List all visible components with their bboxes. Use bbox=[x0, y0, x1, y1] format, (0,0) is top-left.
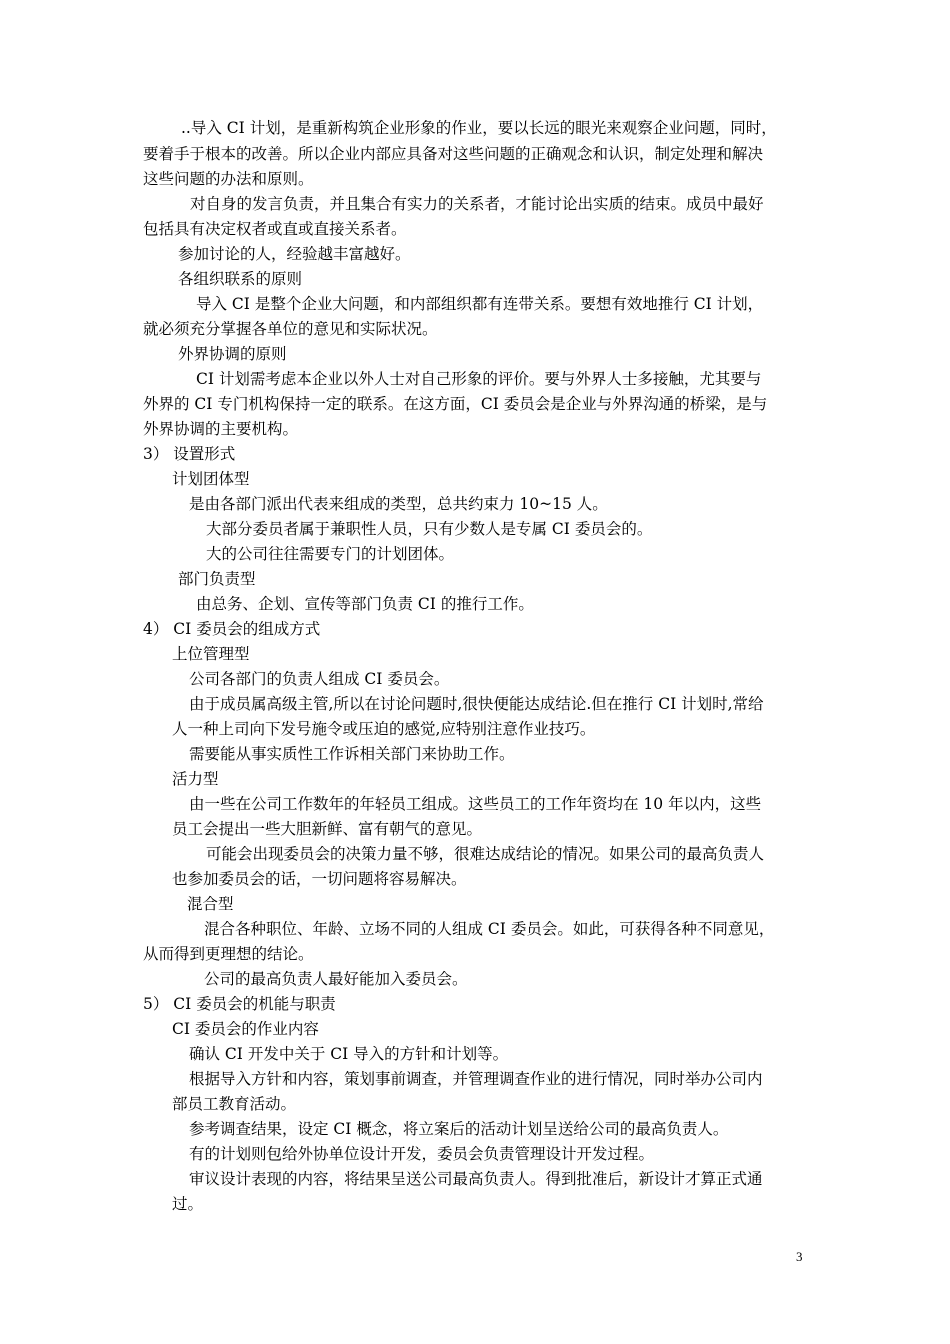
text-line: 从而得到更理想的结论。 bbox=[143, 945, 314, 963]
text-line: 审议设计表现的内容，将结果呈送公司最高负责人。得到批准后，新设计才算正式通 bbox=[189, 1170, 763, 1188]
text-line: 大部分委员者属于兼职性人员，只有少数人是专属 CI 委员会的。 bbox=[206, 520, 653, 538]
text-line: 有的计划则包给外协单位设计开发，委员会负责管理设计开发过程。 bbox=[189, 1145, 655, 1163]
text-line: 参加讨论的人，经验越丰富越好。 bbox=[178, 245, 411, 263]
text-line: 这些问题的办法和原则。 bbox=[143, 170, 314, 188]
page-number: 3 bbox=[796, 1249, 803, 1264]
text-line: 由于成员属高级主管,所以在讨论问题时,很快便能达成结论.但在推行 CI 计划时,常给 bbox=[189, 695, 764, 713]
subheading: 计划团体型 bbox=[172, 470, 250, 488]
subheading: 活力型 bbox=[172, 770, 219, 788]
text-line: 大的公司往往需要专门的计划团体。 bbox=[206, 545, 455, 563]
text-line: 过。 bbox=[172, 1195, 204, 1213]
text-line: 参考调查结果，设定 CI 概念，将立案后的活动计划呈送给公司的最高负责人。 bbox=[189, 1120, 729, 1138]
text-line: 各组织联系的原则 bbox=[178, 270, 303, 288]
subheading: CI 委员会的作业内容 bbox=[172, 1020, 319, 1038]
text-line: 人一种上司向下发号施令或压迫的感觉,应特别注意作业技巧。 bbox=[172, 720, 596, 738]
text-line: 根据导入方针和内容，策划事前调查，并管理调查作业的进行情况，同时举办公司内 bbox=[189, 1070, 763, 1088]
text-line: 确认 CI 开发中关于 CI 导入的方针和计划等。 bbox=[189, 1045, 509, 1063]
text-line: 由总务、企划、宣传等部门负责 CI 的推行工作。 bbox=[196, 595, 534, 613]
text-line: 是由各部门派出代表来组成的类型，总共约束力 10~15 人。 bbox=[189, 495, 608, 513]
text-line: 就必须充分掌握各单位的意见和实际状况。 bbox=[143, 320, 438, 338]
subheading: 混合型 bbox=[187, 895, 234, 913]
text-line: CI 计划需考虑本企业以外人士对自己形象的评价。要与外界人士多接触，尤其要与 bbox=[196, 370, 762, 388]
text-line: 由一些在公司工作数年的年轻员工组成。这些员工的工作年资均在 10 年以内，这些 bbox=[189, 795, 762, 813]
text-line: 公司的最高负责人最好能加入委员会。 bbox=[204, 970, 468, 988]
text-line: 员工会提出一些大胆新鲜、富有朝气的意见。 bbox=[172, 820, 483, 838]
text-line: 导入 CI 是整个企业大问题，和内部组织都有连带关系。要想有效地推行 CI 计划， bbox=[196, 295, 764, 313]
text-line: 包括具有决定权者或直或直接关系者。 bbox=[143, 220, 407, 238]
text-line: 部员工教育活动。 bbox=[172, 1095, 297, 1113]
text-line: 混合各种职位、年龄、立场不同的人组成 CI 委员会。如此，可获得各种不同意见， bbox=[204, 920, 775, 938]
text-line: 外界的 CI 专门机构保持一定的联系。在这方面，CI 委员会是企业与外界沟通的桥梁，是与 bbox=[143, 395, 768, 413]
text-line: 外界协调的原则 bbox=[178, 345, 287, 363]
section-heading: 4） CI 委员会的组成方式 bbox=[143, 620, 321, 638]
text-line: 对自身的发言负责，并且集合有实力的关系者，才能讨论出实质的结束。成员中最好 bbox=[190, 195, 764, 213]
text-line: 也参加委员会的话，一切问题将容易解决。 bbox=[172, 870, 467, 888]
section-heading: 3） 设置形式 bbox=[143, 445, 236, 463]
text-line: 需要能从事实质性工作诉相关部门来协助工作。 bbox=[189, 745, 515, 763]
text-line: 要着手于根本的改善。所以企业内部应具备对这些问题的正确观念和认识，制定处理和解决 bbox=[143, 145, 764, 163]
section-heading: 5） CI 委员会的机能与职责 bbox=[143, 995, 336, 1013]
text-line: 可能会出现委员会的决策力量不够，很难达成结论的情况。如果公司的最高负责人 bbox=[206, 845, 765, 863]
text-line: ..导入 CI 计划，是重新构筑企业形象的作业，要以长远的眼光来观察企业问题，同时， bbox=[181, 119, 777, 137]
subheading: 部门负责型 bbox=[178, 570, 256, 588]
text-line: 外界协调的主要机构。 bbox=[143, 420, 299, 438]
subheading: 上位管理型 bbox=[172, 645, 250, 663]
text-line: 公司各部门的负责人组成 CI 委员会。 bbox=[189, 670, 450, 688]
